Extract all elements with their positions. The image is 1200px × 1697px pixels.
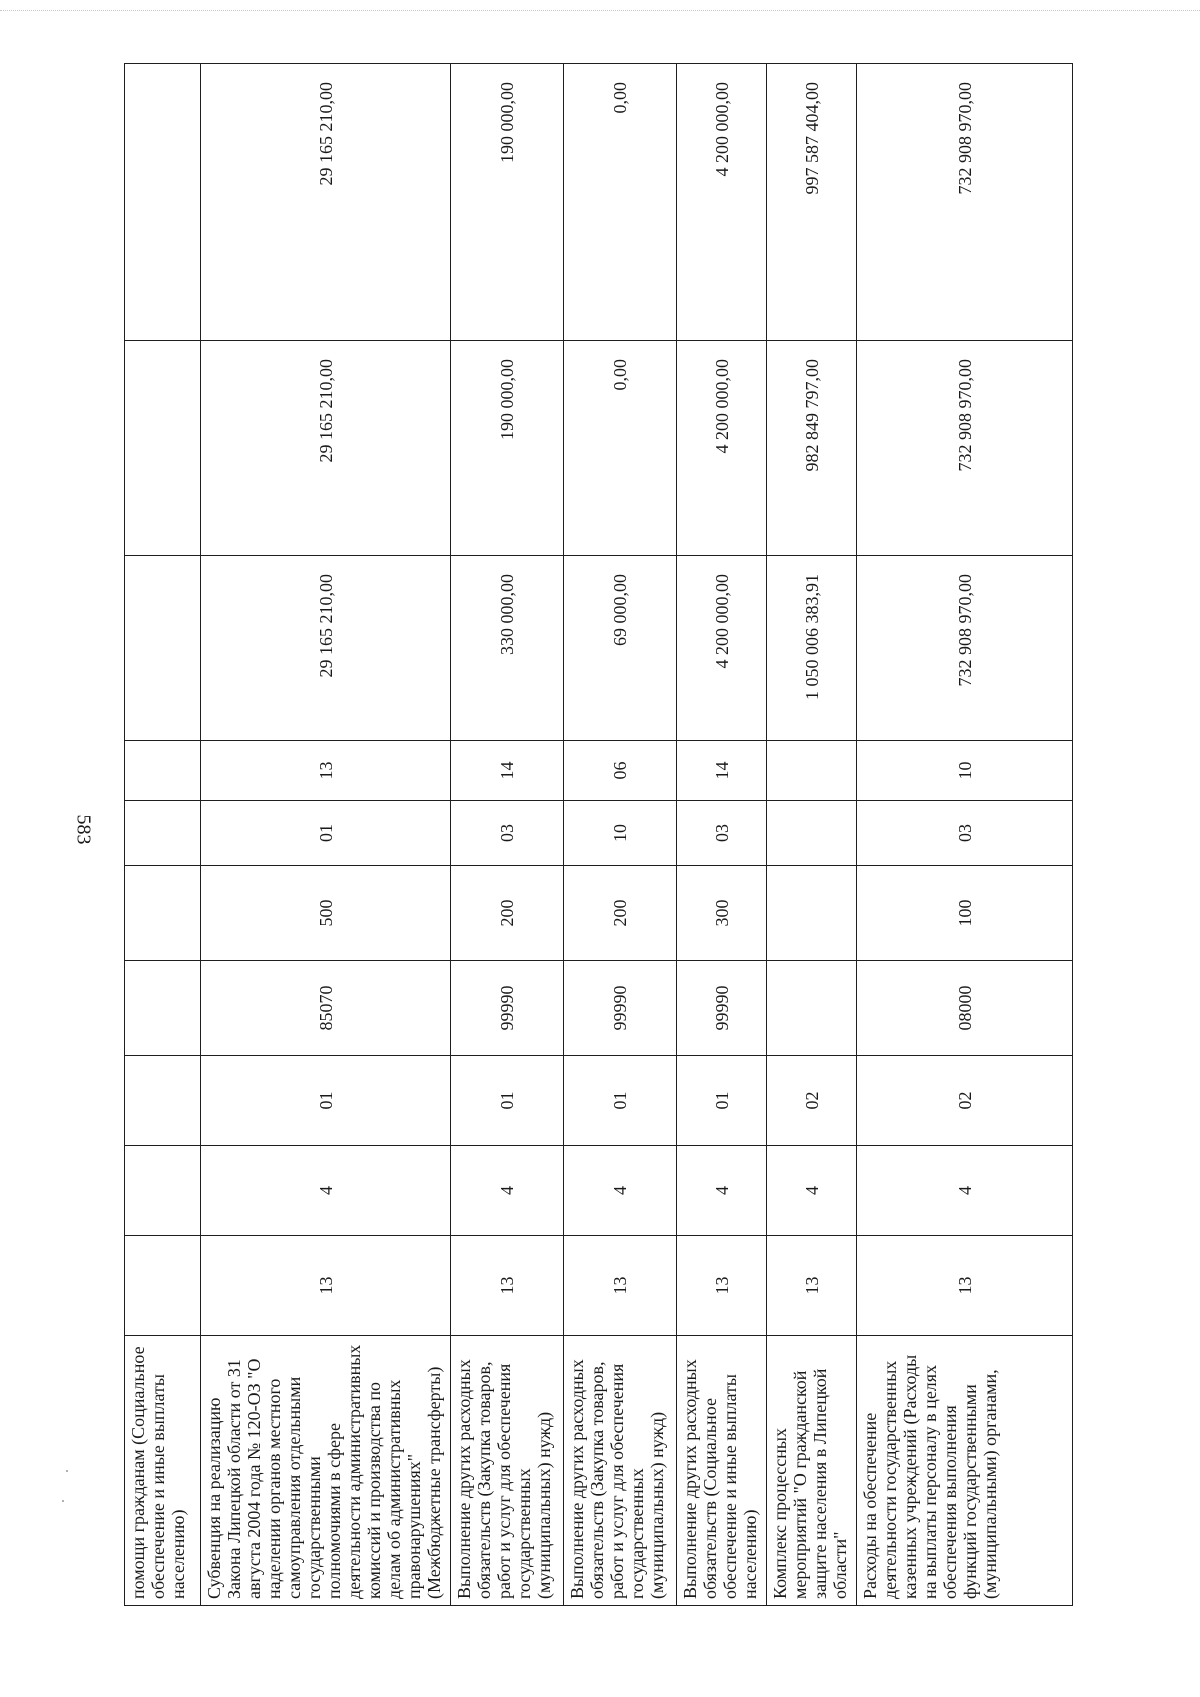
table-row	[767, 64, 857, 1606]
cell-code-7: 10	[857, 741, 1073, 801]
cell-code-4: 08000	[857, 961, 1073, 1056]
cell-code-3: 01	[451, 1056, 564, 1146]
cell-code-7	[125, 741, 201, 801]
cell-code-1: 13	[767, 1236, 857, 1336]
rotated-table-container	[124, 64, 1072, 1606]
cell-code-2: 4	[564, 1146, 677, 1236]
cell-code-5	[767, 866, 857, 961]
cell-code-7	[767, 741, 857, 801]
cell-amount-3	[125, 64, 201, 341]
cell-amount-1: 29 165 210,00	[201, 556, 451, 741]
cell-code-6	[125, 801, 201, 866]
page-number: 583	[72, 814, 95, 845]
cell-amount-3: 4 200 000,00	[677, 64, 767, 341]
cell-amount-3: 29 165 210,00	[201, 64, 451, 341]
cell-code-4	[125, 961, 201, 1056]
cell-code-2	[125, 1146, 201, 1236]
row-description: Комплекс процессных мероприятий "О гражданской защите населения в Липецкой области"	[767, 1336, 857, 1606]
cell-code-3: 01	[677, 1056, 767, 1146]
table-row	[125, 64, 201, 1606]
cell-code-7: 13	[201, 741, 451, 801]
cell-code-1: 13	[451, 1236, 564, 1336]
cell-amount-1: 4 200 000,00	[677, 556, 767, 741]
cell-code-6: 10	[564, 801, 677, 866]
table-row	[677, 64, 767, 1606]
cell-amount-2	[125, 341, 201, 556]
cell-code-2: 4	[677, 1146, 767, 1236]
cell-code-1: 13	[857, 1236, 1073, 1336]
cell-code-7: 06	[564, 741, 677, 801]
table-row	[201, 64, 451, 1606]
scan-speck	[66, 1470, 68, 1472]
row-description: Расходы на обеспечение деятельности государственных казенных учреждений (Расходы на выплаты персоналу в целях обеспечения выполнения функций государственными (муниципальными) органами,	[857, 1336, 1073, 1606]
cell-code-2: 4	[857, 1146, 1073, 1236]
cell-code-6: 03	[451, 801, 564, 866]
table-row	[451, 64, 564, 1606]
cell-code-6: 03	[677, 801, 767, 866]
cell-amount-1: 732 908 970,00	[857, 556, 1073, 741]
cell-amount-1: 69 000,00	[564, 556, 677, 741]
cell-code-2: 4	[767, 1146, 857, 1236]
cell-code-5: 500	[201, 866, 451, 961]
cell-code-5	[125, 866, 201, 961]
cell-code-1	[125, 1236, 201, 1336]
cell-code-4: 99990	[677, 961, 767, 1056]
cell-code-1: 13	[201, 1236, 451, 1336]
cell-amount-2: 982 849 797,00	[767, 341, 857, 556]
row-description: Выполнение других расходных обязательств (Закупка товаров, работ и услуг для обеспечения государственных (муниципальных) нужд)	[564, 1336, 677, 1606]
budget-table	[124, 63, 1073, 1606]
cell-amount-2: 29 165 210,00	[201, 341, 451, 556]
cell-code-2: 4	[451, 1146, 564, 1236]
cell-code-4: 99990	[564, 961, 677, 1056]
cell-amount-3: 732 908 970,00	[857, 64, 1073, 341]
scan-edge-line	[0, 10, 1200, 11]
cell-code-5: 100	[857, 866, 1073, 961]
cell-code-3: 01	[201, 1056, 451, 1146]
cell-amount-2: 190 000,00	[451, 341, 564, 556]
cell-amount-3: 997 587 404,00	[767, 64, 857, 341]
cell-code-5: 200	[451, 866, 564, 961]
cell-amount-2: 0,00	[564, 341, 677, 556]
cell-code-3: 01	[564, 1056, 677, 1146]
cell-amount-1: 1 050 006 383,91	[767, 556, 857, 741]
cell-code-2: 4	[201, 1146, 451, 1236]
cell-code-4: 99990	[451, 961, 564, 1056]
cell-code-5: 200	[564, 866, 677, 961]
cell-amount-1: 330 000,00	[451, 556, 564, 741]
cell-code-3: 02	[767, 1056, 857, 1146]
cell-code-4: 85070	[201, 961, 451, 1056]
cell-code-6	[767, 801, 857, 866]
scan-speck	[62, 1500, 64, 1502]
cell-code-6: 03	[857, 801, 1073, 866]
table-row	[564, 64, 677, 1606]
cell-code-1: 13	[677, 1236, 767, 1336]
row-description: Выполнение других расходных обязательств (Закупка товаров, работ и услуг для обеспечения государственных (муниципальных) нужд)	[451, 1336, 564, 1606]
cell-amount-2: 4 200 000,00	[677, 341, 767, 556]
row-description: помощи гражданам (Социальное обеспечение и иные выплаты населению)	[125, 1336, 201, 1606]
row-description: Субвенция на реализацию Закона Липецкой области от 31 августа 2004 года № 120-ОЗ "О наделении органов местного самоуправления отдельными государственными полномочиями в сфере деятельности административных комиссий и производства по делам об административных правонарушениях" (Межбюджетные трансферты)	[201, 1336, 451, 1606]
cell-code-7: 14	[677, 741, 767, 801]
row-description: Выполнение других расходных обязательств (Социальное обеспечение и иные выплаты населению)	[677, 1336, 767, 1606]
cell-amount-3: 0,00	[564, 64, 677, 341]
cell-amount-3: 190 000,00	[451, 64, 564, 341]
cell-amount-2: 732 908 970,00	[857, 341, 1073, 556]
cell-code-7: 14	[451, 741, 564, 801]
cell-code-4	[767, 961, 857, 1056]
cell-code-3: 02	[857, 1056, 1073, 1146]
cell-code-6: 01	[201, 801, 451, 866]
cell-code-1: 13	[564, 1236, 677, 1336]
cell-code-3	[125, 1056, 201, 1146]
cell-amount-1	[125, 556, 201, 741]
cell-code-5: 300	[677, 866, 767, 961]
table-row	[857, 64, 1073, 1606]
